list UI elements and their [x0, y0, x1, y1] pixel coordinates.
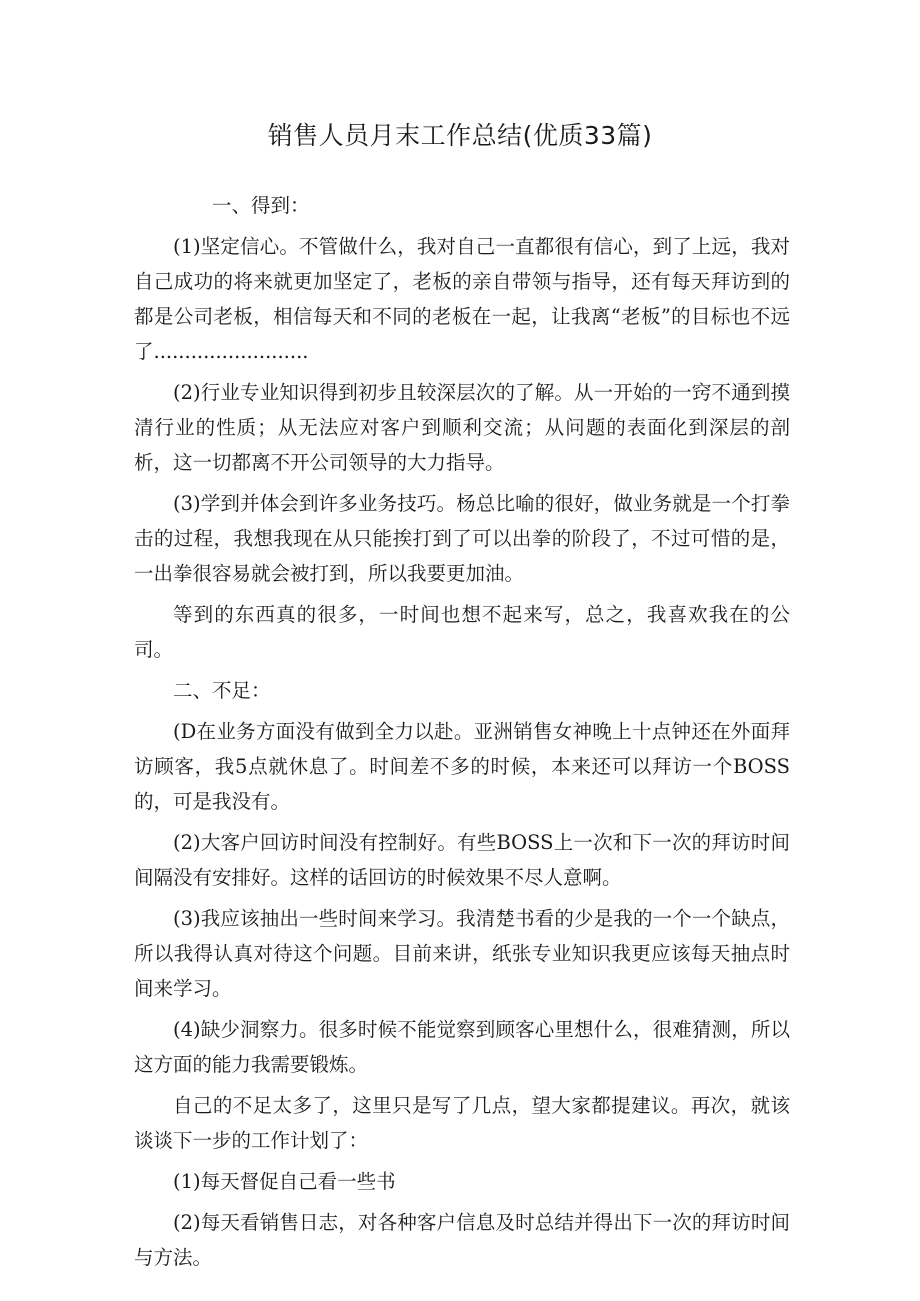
paragraph-gain-3: (3)学到并体会到许多业务技巧。杨总比喻的很好，做业务就是一个打拳击的过程，我想我现在从只能挨打到了可以出拳的阶段了，不过可惜的是，一出拳很容易就会被打到，所以我要更加油。	[134, 492, 790, 585]
paragraph-gain-summary: 等到的东西真的很多，一时间也想不起来写，总之，我喜欢我在的公司。	[134, 603, 790, 661]
paragraph-shortcoming-1: (D在业务方面没有做到全力以赴。亚洲销售女神晚上十点钟还在外面拜访顾客，我5点就休息了。时间差不多的时候，本来还可以拜访一个BOSS的，可是我没有。	[134, 720, 790, 813]
paragraph-shortcoming-3: (3)我应该抽出一些时间来学习。我清楚书看的少是我的一个一个缺点，所以我得认真对待这个问题。目前来讲，纸张专业知识我更应该每天抽点时间来学习。	[134, 907, 790, 1000]
paragraph-transition: 自己的不足太多了，这里只是写了几点，望大家都提建议。再次，就该谈谈下一步的工作计划了：	[134, 1094, 790, 1152]
paragraph-plan-2: (2)每天看销售日志，对各种客户信息及时总结并得出下一次的拜访时间与方法。	[134, 1211, 790, 1269]
paragraph-gain-2: (2)行业专业知识得到初步且较深层次的了解。从一开始的一窍不通到摸清行业的性质；从无法应对客户到顺利交流；从问题的表面化到深层的剖析，这一切都离不开公司领导的大力指导。	[134, 381, 790, 474]
paragraph-shortcoming-4: (4)缺少洞察力。很多时候不能觉察到顾客心里想什么，很难猜测，所以这方面的能力我需要锻炼。	[134, 1018, 790, 1076]
document-title: 销售人员月末工作总结(优质33篇)	[267, 121, 653, 150]
section-heading-gains: 一、得到：	[212, 194, 310, 217]
paragraph-plan-1: (1)每天督促自己看一些书	[173, 1170, 396, 1193]
document-body	[134, 188, 790, 1281]
paragraph-gain-1: (1)坚定信心。不管做什么，我对自己一直都很有信心，到了上远，我对自己成功的将来就更加坚定了，老板的亲自带领与指导，还有每天拜访到的都是公司老板，相信每天和不同的老板在一起，让我离“老板”的目标也不远了.........................	[134, 235, 790, 363]
section-heading-shortcomings: 二、不足：	[173, 679, 271, 702]
paragraph-shortcoming-2: (2)大客户回访时间没有控制好。有些BOSS上一次和下一次的拜访时间间隔没有安排好。这样的话回访的时候效果不尽人意啊。	[134, 831, 790, 889]
